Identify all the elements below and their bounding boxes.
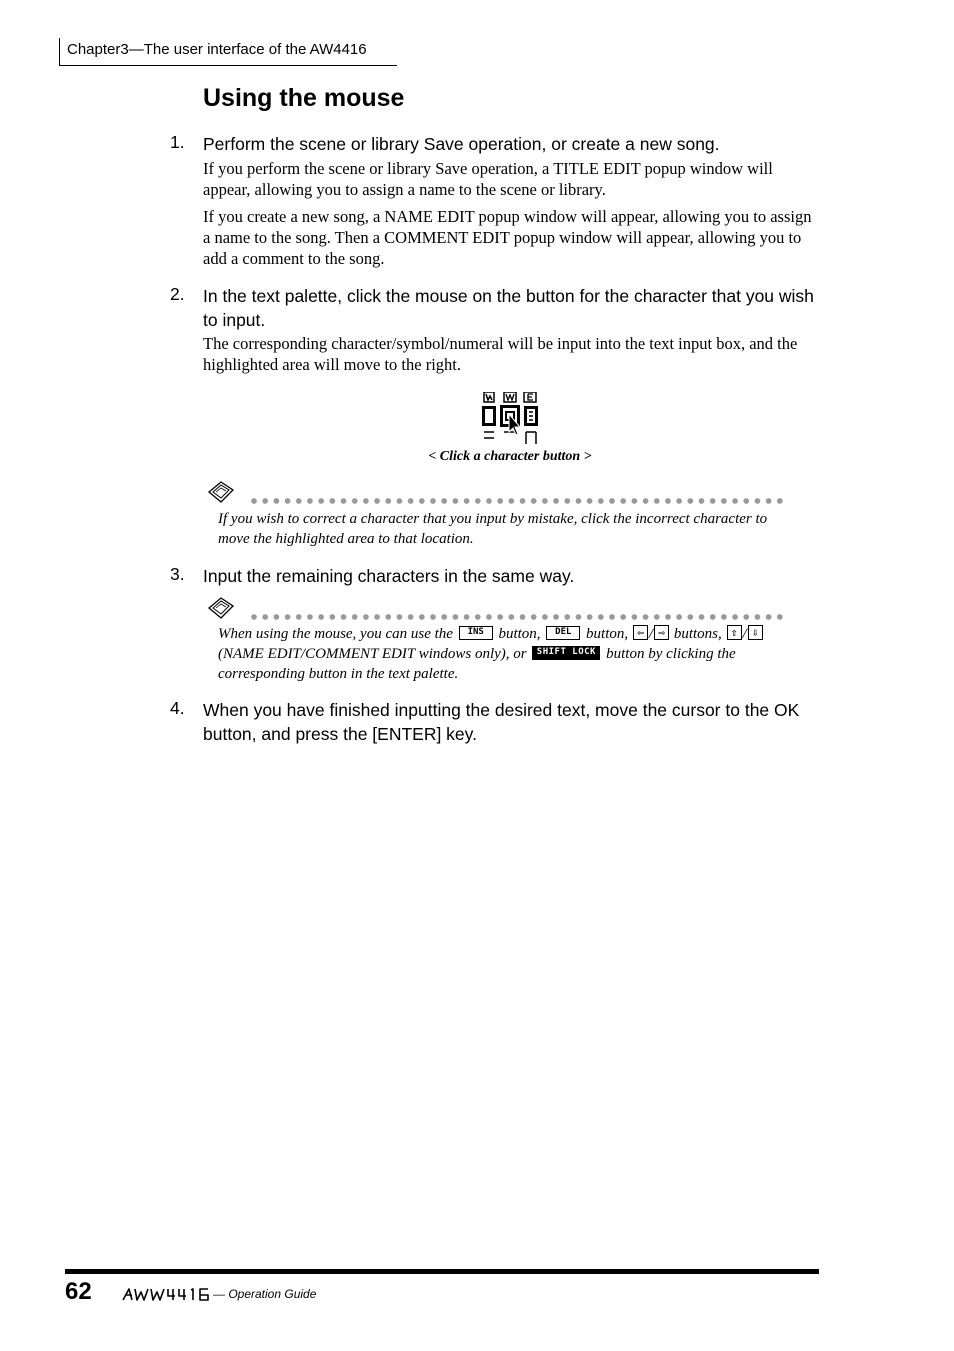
note-icon xyxy=(207,480,235,504)
step-paragraph: If you create a new song, a NAME EDIT popup window will appear, allowing you to assign a name to the song. Then a COMMENT EDIT popup window will appear, allowing you to add a comment to the song. xyxy=(203,207,812,268)
slash: / xyxy=(648,626,654,642)
arrow-right-icon: ⇨ xyxy=(654,625,669,640)
character-palette-figure xyxy=(482,392,538,444)
note-text-segment: button by clicking the corresponding button in the text palette. xyxy=(218,646,736,682)
step-heading: Perform the scene or library Save operation, or create a new song. xyxy=(203,134,720,154)
note-text-segment: (NAME EDIT/COMMENT EDIT windows only), or xyxy=(218,646,527,662)
page-number: 62 xyxy=(65,1278,92,1305)
step-heading: When you have finished inputting the desired text, move the cursor to the OK button, and press the [ENTER] key. xyxy=(203,700,800,744)
note-text: If you wish to correct a character that you input by mistake, click the incorrect character to move the highlighted area to that location. xyxy=(218,511,768,547)
slash: / xyxy=(742,626,747,642)
arrow-down-icon: ⇩ xyxy=(748,625,763,640)
product-logo xyxy=(122,1287,210,1301)
note-text-segment: When using the mouse, you can use the xyxy=(218,626,453,642)
step-paragraph: The corresponding character/symbol/numeral will be input into the text input box, and the highlighted area will move to the right. xyxy=(203,334,798,374)
step-number: 2. xyxy=(170,284,185,304)
footer-rule xyxy=(65,1269,819,1274)
chapter-title: Chapter3—The user interface of the AW4416 xyxy=(67,41,367,58)
arrow-up-icon: ⇧ xyxy=(727,625,742,640)
step-heading: In the text palette, click the mouse on the button for the character that you wish to input. xyxy=(203,286,814,330)
note-text-segment: button, xyxy=(498,626,541,642)
del-button-icon: DEL xyxy=(546,626,580,640)
step-number: 4. xyxy=(170,698,185,718)
note-icon xyxy=(207,596,235,620)
step-paragraph: If you perform the scene or library Save operation, a TITLE EDIT popup window will appear, allowing you to assign a name to the scene or library. xyxy=(203,159,773,199)
note-text-segment: button, xyxy=(586,626,629,642)
note-dotted-rule xyxy=(250,497,785,505)
note-text-segment: buttons, xyxy=(673,626,722,642)
shift-lock-button-icon: SHIFT LOCK xyxy=(532,646,600,660)
arrow-left-icon: ⇦ xyxy=(633,625,648,640)
section-title: Using the mouse xyxy=(203,84,405,112)
step-number: 1. xyxy=(170,132,185,152)
note-text xyxy=(218,624,783,684)
step-number: 3. xyxy=(170,564,185,584)
note-dotted-rule xyxy=(250,613,785,621)
figure-caption: < Click a character button > xyxy=(428,449,592,464)
ins-button-icon: INS xyxy=(459,626,493,640)
step-heading: Input the remaining characters in the same way. xyxy=(203,566,575,586)
guide-title: — Operation Guide xyxy=(213,1287,317,1301)
